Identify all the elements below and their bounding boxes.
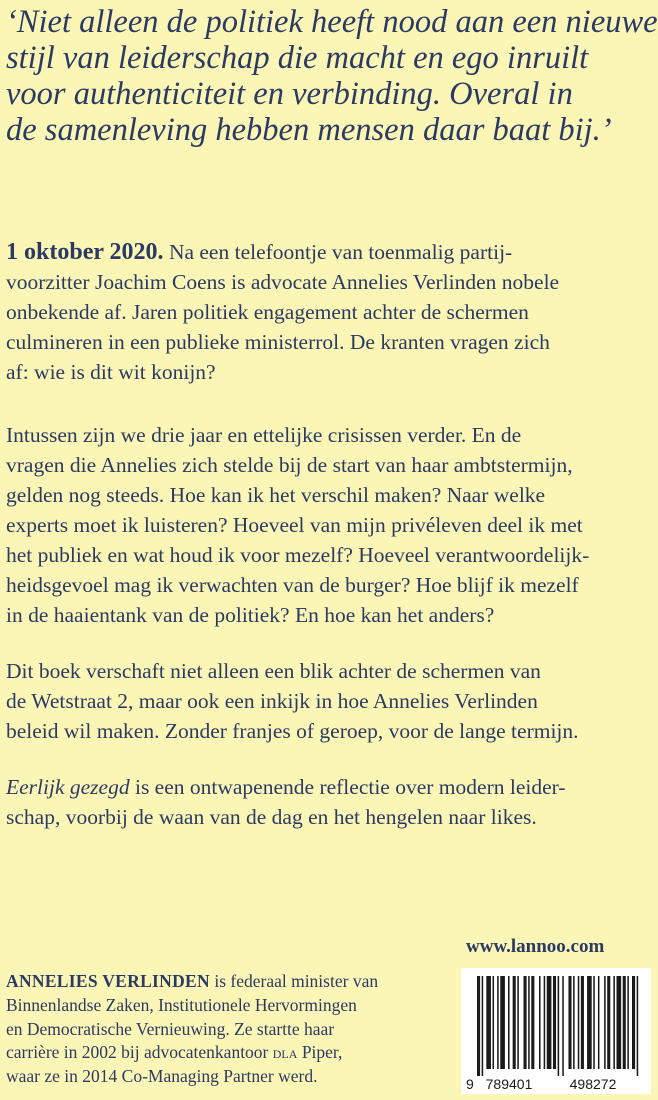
barcode-bar <box>581 976 584 1069</box>
barcode-bar <box>598 976 600 1069</box>
publisher-url: www.lannoo.com <box>466 936 605 957</box>
blurb-line: af: wie is dit wit konijn? <box>6 360 216 384</box>
barcode-bar <box>539 976 541 1069</box>
barcode-bar <box>578 976 580 1069</box>
isbn-digits-left: 789401 <box>485 1076 533 1092</box>
barcode-bar <box>632 976 635 1069</box>
author-name: ANNELIES VERLINDEN <box>6 971 210 991</box>
firm-abbreviation: dla <box>272 1042 298 1063</box>
blurb-line: Intussen zijn we drie jaar en ettelijke crisissen verder. En de <box>6 423 522 447</box>
barcode-bar <box>482 976 484 1076</box>
blurb-text: is een ontwapenende reflectie over modern leider- <box>129 775 566 799</box>
barcode-bar <box>500 976 505 1069</box>
quote-line: stijl van leiderschap die macht en ego inruilt <box>6 40 589 76</box>
blurb-line: culmineren in een publieke ministerrol. De kranten vragen zich <box>6 330 550 354</box>
isbn-digit-first: 9 <box>466 1076 474 1092</box>
barcode-bar <box>562 976 564 1076</box>
blurb-line: gelden nog steeds. Hoe kan ik het verschil maken? Naar welke <box>6 483 546 507</box>
barcode-bar <box>544 976 546 1069</box>
book-title: Eerlijk gezegd <box>6 775 130 799</box>
barcode-bar <box>524 976 527 1069</box>
quote-line: de samenleving hebben mensen daar baat bij.’ <box>6 112 612 148</box>
barcode-bar <box>623 976 626 1069</box>
bio-line <box>6 970 436 994</box>
barcode-graphic <box>461 968 651 1094</box>
barcode-bar <box>558 976 560 1076</box>
blurb-line: in de haaientank van de politiek? En hoe kan het anders? <box>6 603 495 627</box>
barcode-bar <box>493 976 495 1069</box>
blurb-line <box>6 772 652 802</box>
barcode-bar <box>613 976 615 1069</box>
bio-line: waar ze in 2014 Co-Managing Partner werd. <box>6 1066 318 1087</box>
barcode-bar <box>637 976 639 1076</box>
blurb-line: onbekende af. Jaren politiek engagement achter de schermen <box>6 300 529 324</box>
barcode-bar <box>513 976 516 1069</box>
bio-line: Binnenlandse Zaken, Institutionele Hervormingen <box>6 994 357 1015</box>
isbn-barcode <box>461 968 651 1094</box>
barcode-bar <box>517 976 519 1069</box>
blurb-line: vragen die Annelies zich stelde bij de start van haar ambtstermijn, <box>6 453 573 477</box>
barcode-bar <box>607 976 610 1069</box>
barcode-bar <box>486 976 491 1069</box>
date-lead: 1 oktober 2020. <box>6 239 164 265</box>
barcode-bar <box>573 976 575 1069</box>
barcode-bar <box>568 976 571 1069</box>
barcode-bar <box>477 976 480 1076</box>
blurb-line: voorzitter Joachim Coens is advocate Annelies Verlinden nobele <box>6 270 560 294</box>
barcode-bar <box>508 976 510 1069</box>
bio-text: Piper, <box>297 1042 343 1063</box>
author-bio <box>6 970 436 1089</box>
blurb-line: schap, voorbij de waan van de dag en het hengelen naar likes. <box>6 805 537 829</box>
blurb-paragraph-3 <box>6 656 652 746</box>
blurb-text: Na een telefoontje van toenmalig partij- <box>163 240 513 264</box>
bio-text: carrière in 2002 bij advocatenkantoor <box>6 1042 273 1063</box>
barcode-bar <box>553 976 556 1069</box>
bio-line: en Democratische Vernieuwing. Ze startte haar <box>6 1018 335 1039</box>
blurb-paragraph-4 <box>6 772 652 832</box>
blurb-line: experts moet ik luisteren? Hoeveel van mijn privéleven deel ik met <box>6 513 583 537</box>
isbn-digits-right: 498272 <box>569 1076 617 1092</box>
barcode-bars <box>477 976 638 1076</box>
bio-line <box>6 1041 436 1065</box>
blurb-paragraph-1 <box>6 237 652 387</box>
blurb-paragraph-2 <box>6 420 652 630</box>
quote-line: voor authenticiteit en verbinding. Overal in <box>6 76 573 112</box>
barcode-bar <box>627 976 629 1069</box>
barcode-bar <box>593 976 595 1069</box>
barcode-bar <box>547 976 552 1069</box>
blurb-line: Dit boek verschaft niet alleen een blik achter de schermen van <box>6 659 541 683</box>
back-cover-quote <box>6 4 658 148</box>
blurb-line: het publiek en wat houd ik voor mezelf? Hoeveel verantwoordelijk- <box>6 543 590 567</box>
blurb-line: beleid wil maken. Zonder franjes of geroep, voor de lange termijn. <box>6 719 579 743</box>
barcode-bar <box>587 976 592 1069</box>
quote-line: ‘Niet alleen de politiek heeft nood aan een nieuwe <box>6 4 658 40</box>
blurb-line <box>6 237 652 267</box>
barcode-bar <box>528 976 530 1069</box>
barcode-bar <box>617 976 622 1069</box>
bio-text: is federaal minister van <box>209 971 379 991</box>
barcode-bar <box>604 976 606 1069</box>
barcode-bar <box>497 976 499 1069</box>
blurb-line: heidsgevoel mag ik verwachten van de burger? Hoe blijf ik mezelf <box>6 573 579 597</box>
blurb-line: de Wetstraat 2, maar ook een inkijk in hoe Annelies Verlinden <box>6 689 538 713</box>
barcode-bar <box>531 976 534 1069</box>
